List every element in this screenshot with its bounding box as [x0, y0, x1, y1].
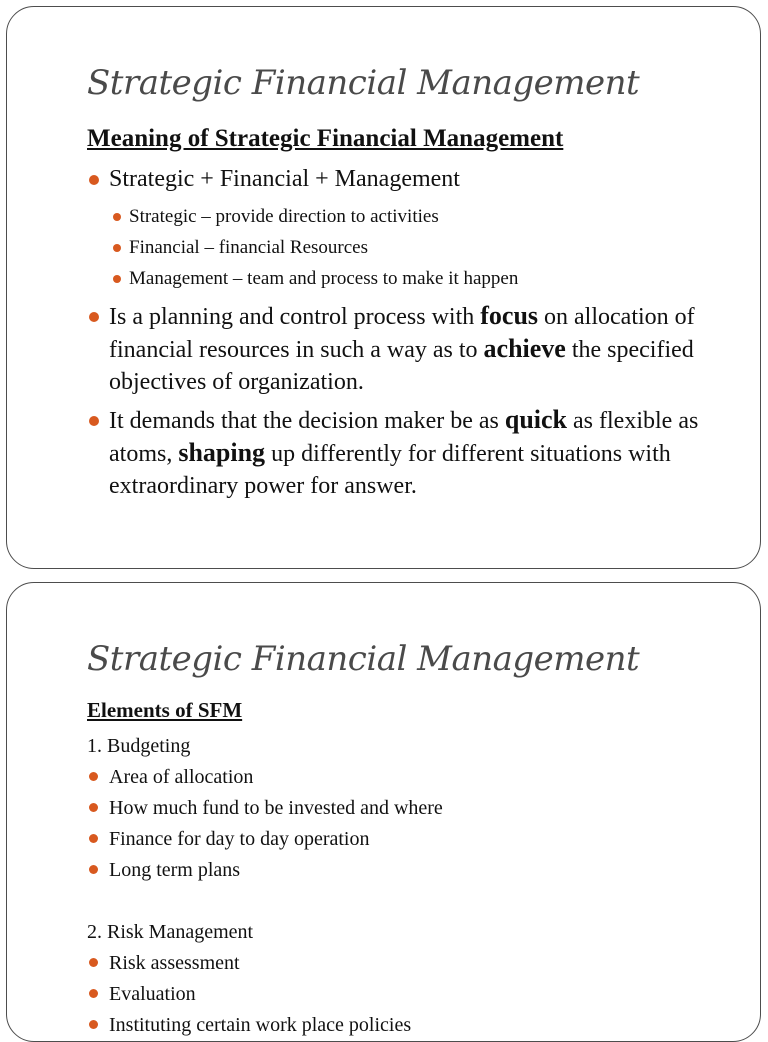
sub-bullet-item: Management – team and process to make it happen [111, 263, 730, 294]
sub-bullet-list [87, 201, 730, 294]
bullet-item [87, 300, 730, 398]
emphasis-text: shaping [178, 438, 266, 467]
sub-bullet-item: Financial – financial Resources [111, 232, 730, 263]
section-heading-budgeting: 1. Budgeting [87, 735, 191, 757]
bullet-text: as flexible as atoms, [109, 408, 699, 467]
bullet-list [87, 300, 730, 502]
bullet-item: Instituting certain work place policies [87, 1010, 730, 1041]
slide-title: Strategic Financial Management [87, 639, 640, 679]
spacer [87, 886, 730, 917]
bullet-item: Long term plans [87, 855, 730, 886]
slide-body [87, 163, 730, 508]
bullet-text: the specified objectives of organization. [109, 337, 694, 395]
bullet-text: Is a planning and control process with [109, 304, 481, 330]
slide-title: Strategic Financial Management [87, 63, 640, 103]
slide-2 [6, 582, 761, 1042]
bullet-text: up differently for different situations with extraordinary power for answer. [109, 441, 671, 499]
bullet-list [87, 163, 730, 195]
bullet-item: Area of allocation [87, 762, 730, 793]
slide-1 [6, 6, 761, 569]
sub-bullet-item: Strategic – provide direction to activities [111, 201, 730, 232]
bullet-list [87, 948, 730, 1041]
bullet-text: It demands that the decision maker be as [109, 408, 505, 434]
bullet-item [87, 404, 730, 502]
slide-subtitle: Meaning of Strategic Financial Management [87, 125, 564, 152]
bullet-item: How much fund to be invested and where [87, 793, 730, 824]
section-heading-risk-management: 2. Risk Management [87, 921, 254, 943]
emphasis-text: quick [504, 405, 568, 434]
bullet-item: Evaluation [87, 979, 730, 1010]
bullet-text: on allocation of financial resources in such a way as to [109, 304, 695, 363]
slide-subtitle: Elements of SFM [87, 698, 243, 722]
emphasis-text: focus [480, 301, 539, 330]
bullet-item: Risk assessment [87, 948, 730, 979]
bullet-list [87, 762, 730, 886]
emphasis-text: achieve [483, 334, 566, 363]
bullet-text: Strategic + Financial + Management [109, 166, 460, 192]
slide-body [87, 731, 730, 1041]
bullet-item [87, 163, 730, 195]
bullet-item: Finance for day to day operation [87, 824, 730, 855]
